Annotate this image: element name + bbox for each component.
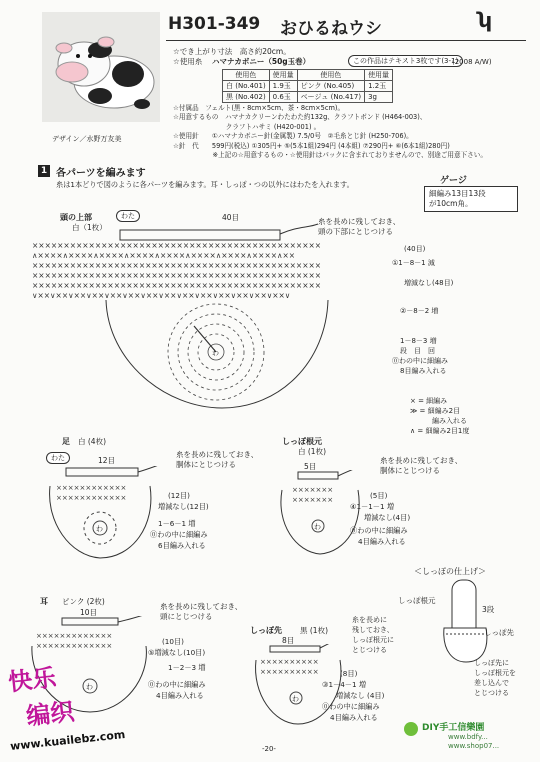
- magic-ring-mark: わ: [86, 683, 93, 691]
- materials-line: クラフトハサミ (H420-001) 。: [173, 122, 321, 131]
- row-guide-line: 増減なし (4目): [336, 691, 385, 700]
- tail-finish-title: ＜しっぽの仕上げ＞: [414, 567, 486, 576]
- tail-finish-note-line: とじつける: [474, 689, 509, 697]
- foot-stitch-count: 12目: [98, 456, 116, 465]
- stitch-row: ××××××××××: [260, 658, 319, 666]
- yarn-tail-line: [320, 644, 350, 648]
- foot-title: 足: [62, 437, 70, 446]
- stitch-row: ××××××××××××××××××××××××××××××××××××××××××××××: [32, 271, 322, 280]
- diy-watermark-url: www.bdfy...: [448, 733, 488, 741]
- magic-ring-mark: わ: [292, 695, 299, 703]
- stitch-row: ∧××××∧××××∧××××∧××××∧××××∧××××∧××××∧××××∧××: [32, 251, 296, 260]
- foot-row-guide: [150, 490, 209, 551]
- yarn-tail-line: [338, 470, 370, 476]
- stitch-legend: [410, 396, 469, 436]
- row-guide-line: ②－8－2 増: [400, 307, 439, 315]
- yarn-brand: ハマナカボニー（50g玉巻）: [212, 57, 311, 66]
- designer-credit: デザイン／水野万友美: [52, 135, 122, 143]
- tail-base-note: 胴体にとじつける: [380, 466, 440, 475]
- tail-tip-row-guide: [322, 668, 384, 723]
- finished-size: ☆でき上がり寸法 高さ約20cm。: [173, 47, 291, 56]
- yarn-tail-line: [118, 616, 156, 622]
- tail-tip-stitch-count: 8目: [282, 636, 295, 645]
- tail-base-subtitle: 白 (1枚): [298, 447, 327, 456]
- diy-watermark: DIY手工信樂園: [422, 723, 485, 733]
- table-row: [223, 92, 393, 103]
- yarn-table-header: [223, 70, 393, 81]
- yarn-header-cell: 使用色: [297, 70, 364, 81]
- yarn-header-cell: 使用量: [269, 70, 297, 81]
- legend-item: ∧ = 細編み2目1度: [410, 427, 470, 435]
- yarn-cell: ピンク (No.405): [297, 81, 364, 92]
- foot-subtitle: 白 (4枚): [78, 437, 107, 446]
- row-guide-line: 増減なし(4目): [364, 513, 411, 522]
- foot-note: 胴体にとじつける: [176, 460, 236, 469]
- row-guide-line: 増減なし(12目): [158, 502, 209, 511]
- gauge-line: 細編み13目13段: [429, 189, 486, 198]
- row-guide-line: 段 目 回: [400, 347, 435, 355]
- foot-note: 糸を長めに残しておき、: [176, 450, 259, 459]
- magic-ring-mark: わ: [212, 349, 219, 357]
- stuffing-label: わた: [116, 210, 140, 222]
- table-row: [223, 81, 393, 92]
- stitch-row: ××××××××××××: [56, 494, 127, 502]
- tail-tip-note: [352, 615, 394, 655]
- materials-line: ※上記の☆用意するもの・☆使用針はパックに含まれておりませんので、別途ご用意下さい。: [173, 151, 487, 160]
- ear-row-guide: [148, 636, 206, 701]
- tail-finish-illustration: [430, 578, 510, 668]
- header-rule: [166, 40, 526, 41]
- yarn-table: [222, 69, 393, 103]
- watermark-url: www.kuailebz.com: [9, 727, 126, 754]
- row-guide-line: ③1－4－1 増: [322, 680, 367, 689]
- tail-tip-subtitle: 黒 (1枚): [300, 626, 329, 635]
- stitch-row: ×××××××: [292, 486, 334, 494]
- magic-ring-mark: わ: [96, 525, 103, 533]
- head-opening-bar: [120, 230, 280, 240]
- row-guide-line: 4目編み入れる: [358, 537, 406, 546]
- magic-ring-mark: わ: [314, 523, 321, 531]
- yarn-cell: ベージュ (No.417): [297, 92, 364, 103]
- head-crochet-chart: [26, 222, 396, 432]
- brand-logo: ʮ: [478, 8, 492, 32]
- tail-tip-title: しっぽ先: [250, 626, 282, 635]
- ear-opening-bar: [62, 618, 118, 625]
- section-title: 各パーツを編みます: [56, 168, 146, 179]
- stitch-row: ××××××××××××××××××××××××××××××××××××××××××××××: [32, 281, 322, 290]
- row-guide-line: ⓪わの中に細編み: [148, 680, 206, 689]
- yarn-cell: 0.6玉: [269, 92, 297, 103]
- page-number: -20-: [262, 745, 276, 753]
- section-description: 糸は1本どりで図のように各パーツを編みます。耳・しっぽ・つの以外にはわたを入れます。: [56, 180, 354, 189]
- row-guide-line: (8目): [340, 669, 358, 678]
- materials-line: ☆使用針 ①ハマナカボニー針(金属製) 7.5/0号 ②毛糸とじ針 (H250-706)。: [173, 132, 413, 141]
- yarn-label: ☆使用糸: [173, 57, 203, 66]
- row-guide-line: 4目編み入れる: [156, 691, 204, 700]
- materials-line: ☆針 代 599円(税込) ①305円+ ⑤(5本1組)294円 (4本組) ⑦290円+ ⑥(6本1組)280円): [173, 141, 450, 150]
- gauge-line: が10cm角。: [429, 199, 473, 208]
- tail-finish-note-line: しっぽ根元を: [474, 669, 516, 677]
- row-guide-line: ⓪わの中に細編み: [350, 526, 408, 535]
- season-note: (2008 A/W): [452, 58, 492, 66]
- gauge-title: ゲージ: [440, 176, 467, 186]
- tail-finish-note-line: 差し込んで: [474, 679, 509, 687]
- tail-tip-note-line: とじつける: [352, 646, 387, 654]
- stitch-row: ××××××××××××××××××××××××××××××××××××××××××××××: [32, 261, 322, 270]
- row-guide-line: (12目): [168, 491, 190, 500]
- section-number: 1: [38, 165, 50, 177]
- yarn-tail-line: [280, 224, 318, 234]
- head-stitch-count: 40目: [222, 213, 240, 222]
- stitch-row: ∨××∨××∨××∨××∨××∨××∨××∨××∨××∨××∨××∨××∨××∨××∨: [32, 291, 291, 300]
- row-guide-line: ④1－1－1 増: [350, 502, 395, 511]
- diy-leaf-icon: [404, 722, 418, 736]
- cow-photo-illustration: [42, 12, 160, 122]
- tail-base-row-guide: [350, 490, 410, 547]
- tail-tip-note-line: 糸を長めに: [352, 616, 387, 624]
- head-subtitle: 白（1枚）: [72, 223, 107, 232]
- row-guide-line: 1－8－3 増: [400, 337, 437, 345]
- watermark-logo: 编织: [24, 697, 76, 731]
- tail-finish-note: [474, 658, 516, 698]
- yarn-cell: 1.2玉: [365, 81, 393, 92]
- legend-item: × = 細編み: [410, 397, 448, 405]
- ear-note: 頭にとじつける: [160, 612, 213, 621]
- tail-finish-note-line: しっぽ先に: [474, 659, 509, 667]
- legend-item: ≫ = 細編み2目: [410, 407, 461, 415]
- tail-finish-label-tip: しっぽ先: [484, 628, 514, 637]
- yarn-cell: 1.9玉: [269, 81, 297, 92]
- text-sheet-note: この作品はテキスト3枚です(3-1): [348, 55, 463, 67]
- tail-tip-opening-bar: [270, 646, 320, 652]
- row-guide-line: 1－6－1 増: [158, 519, 196, 528]
- tail-base-stitch-count: 5目: [304, 462, 317, 471]
- materials-line: ☆付属品 フェルト(黒・8cm×5cm、茶・8cm×5cm)。: [173, 104, 345, 112]
- row-guide-line: ⓪わの中に細編み: [322, 702, 380, 711]
- gauge-box: [424, 186, 518, 212]
- materials-list: [173, 104, 487, 160]
- yarn-header-cell: 使用色: [223, 70, 270, 81]
- tail-tip-piece: [444, 628, 487, 662]
- foot-opening-bar: [66, 468, 138, 476]
- yarn-header-cell: 使用量: [365, 70, 393, 81]
- tail-base-note: 糸を長めに残しておき、: [380, 456, 463, 465]
- page-title: おひるねウシ: [280, 19, 382, 39]
- yarn-cell: 黒 (No.402): [223, 92, 270, 103]
- stuffing-label: わた: [46, 452, 70, 464]
- tail-tip-note-line: しっぽ根元に: [352, 636, 394, 644]
- pattern-code: H301-349: [168, 14, 261, 34]
- head-row-guide: [370, 244, 480, 376]
- ear-stitch-count: 10目: [80, 608, 98, 617]
- yarn-tail-line: [138, 466, 170, 472]
- row-guide-line: ⑤増減なし(10目): [148, 648, 206, 657]
- head-note: 頭の下部にとじつける: [318, 227, 393, 236]
- ear-note: 糸を長めに残しておき、: [160, 602, 243, 611]
- tail-finish-label-rows: 3段: [482, 605, 495, 614]
- row-guide-line: 1－2－3 増: [168, 663, 206, 672]
- yarn-cell: 白 (No.401): [223, 81, 270, 92]
- row-guide-line: 8目編み入れる: [400, 367, 447, 375]
- ear-title: 耳: [40, 597, 48, 606]
- row-guide-line: ①1－8－1 減: [392, 259, 435, 267]
- stitch-row: ××××××××××: [260, 668, 319, 676]
- tail-base-opening-bar: [298, 472, 338, 479]
- product-photo: [42, 12, 160, 122]
- tail-tip-note-line: 残しておき、: [352, 626, 394, 634]
- stitch-row: ×××××××: [292, 496, 334, 504]
- stitch-row: ××××××××××××××××××××××××××××××××××××××××××××××: [32, 241, 322, 250]
- diy-watermark-url: www.shop07...: [448, 742, 500, 750]
- ear-subtitle: ピンク (2枚): [62, 597, 105, 606]
- stitch-row: ×××××××××××××: [36, 632, 113, 640]
- tail-finish-label-base: しっぽ根元: [398, 596, 436, 605]
- row-guide-line: 4目編み入れる: [330, 713, 378, 722]
- stitch-row: ×××××××××××××: [36, 642, 113, 650]
- row-guide-line: 増減なし(48目): [404, 279, 454, 287]
- materials-line: ☆用意するもの ハマナカクリーンわたわた約132g、クラフトボンド (H464-003)、: [173, 113, 427, 122]
- stitch-row: ××××××××××××: [56, 484, 127, 492]
- row-guide-line: 6目編み入れる: [158, 541, 206, 550]
- head-stitch-rows: [32, 241, 321, 300]
- row-guide-line: ⓪わの中に細編み: [392, 357, 448, 365]
- tail-base-title: しっぽ根元: [282, 437, 322, 446]
- row-guide-line: ⓪わの中に細編み: [150, 530, 208, 539]
- watermark-logo: 快乐: [6, 663, 58, 697]
- row-guide-line: (40目): [404, 245, 426, 253]
- head-title: 頭の上部: [60, 213, 92, 222]
- row-guide-line: (5目): [370, 491, 388, 500]
- legend-item: 編み入れる: [432, 417, 467, 425]
- head-note: 糸を長めに残しておき、: [318, 217, 401, 226]
- yarn-cell: 3g: [365, 92, 393, 103]
- row-guide-line: (10目): [162, 637, 184, 646]
